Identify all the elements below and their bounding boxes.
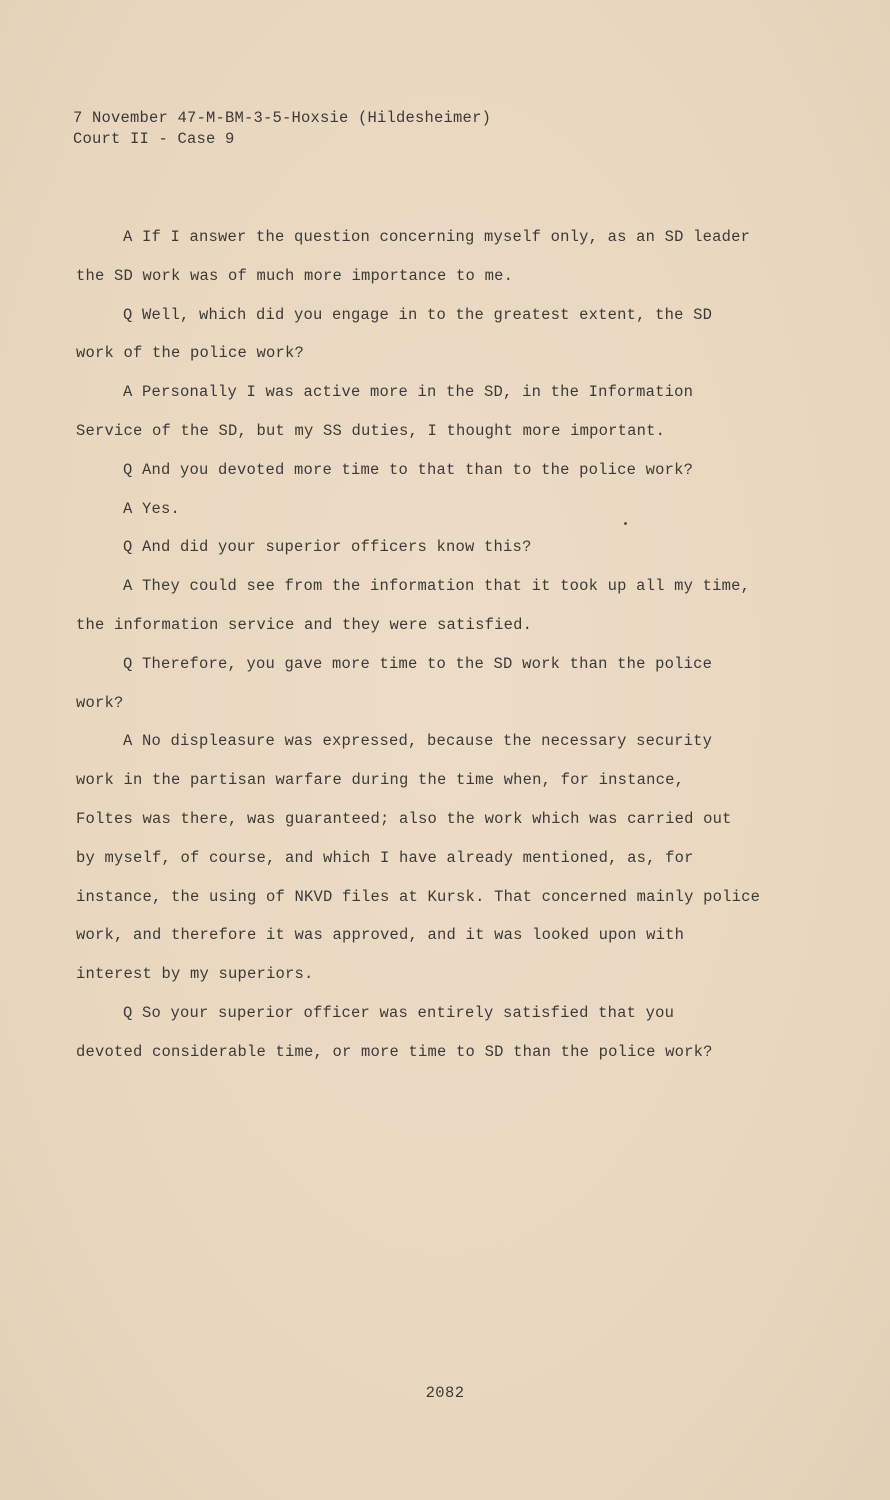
transcript-line: work in the partisan warfare during the time when, for instance, (76, 771, 685, 790)
transcript-line: the SD work was of much more importance to me. (76, 266, 514, 285)
transcript-line: A They could see from the information that it took up all my time, (123, 577, 751, 596)
transcript-line: A Personally I was active more in the SD, in the Information (123, 383, 694, 402)
transcript-line: work? (76, 693, 124, 712)
header-line-court: Court II - Case 9 (73, 130, 235, 148)
document-header (73, 108, 491, 150)
paper-speck (624, 522, 627, 525)
transcript-line: instance, the using of NKVD files at Kursk. That concerned mainly police (76, 887, 761, 906)
transcript-line: A Yes. (123, 499, 181, 518)
page-number: 2082 (425, 1384, 465, 1402)
transcript-line: devoted considerable time, or more time to SD than the police work? (76, 1042, 713, 1061)
transcript-line: Q Therefore, you gave more time to the SD work than the police (123, 654, 713, 673)
transcript-line: A No displeasure was expressed, because the necessary security (123, 732, 713, 751)
transcript-line: interest by my superiors. (76, 965, 314, 984)
transcript-line: Q And did your superior officers know this? (123, 538, 532, 557)
transcript-line: by myself, of course, and which I have already mentioned, as, for (76, 848, 694, 867)
transcript-line: work of the police work? (76, 344, 305, 363)
transcript-line: A If I answer the question concerning myself only, as an SD leader (123, 228, 751, 246)
transcript-line: Service of the SD, but my SS duties, I thought more important. (76, 421, 666, 440)
transcript-line: Foltes was there, was guaranteed; also the work which was carried out (76, 809, 732, 828)
transcript-body (76, 218, 816, 1072)
transcript-line: Q And you devoted more time to that than to the police work? (123, 460, 694, 479)
transcript-line: Q So your superior officer was entirely satisfied that you (123, 1003, 675, 1022)
transcript-line: Q Well, which did you engage in to the greatest extent, the SD (123, 305, 713, 324)
header-line-date-case: 7 November 47-M-BM-3-5-Hoxsie (Hildesheimer) (73, 109, 492, 127)
transcript-line: work, and therefore it was approved, and it was looked upon with (76, 926, 685, 945)
transcript-line: the information service and they were satisfied. (76, 615, 533, 634)
